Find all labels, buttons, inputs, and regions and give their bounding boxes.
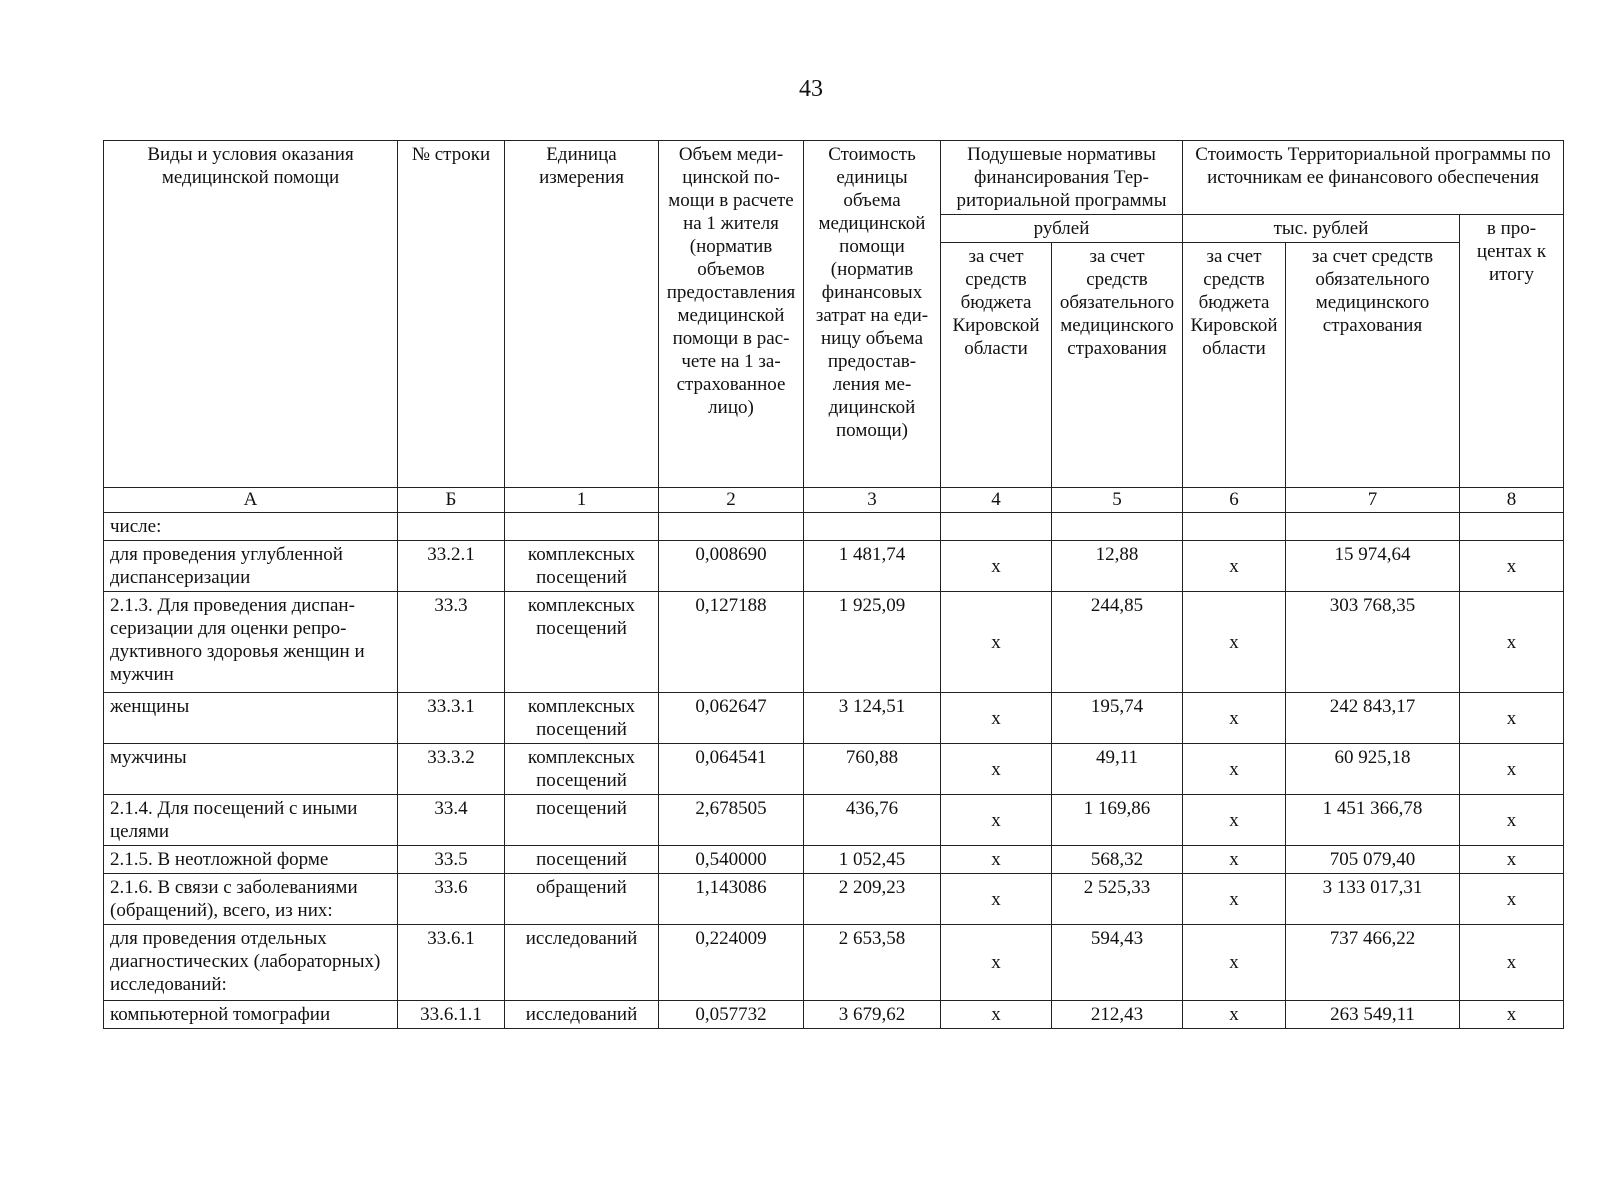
cell-volume: 0,057732 — [659, 1001, 804, 1029]
cell-pc-budget — [941, 513, 1052, 541]
column-index-row — [104, 488, 1564, 513]
cell-cost-oms: 737 466,22 — [1286, 925, 1460, 1001]
cell-cost-oms: 263 549,11 — [1286, 1001, 1460, 1029]
cell-unit-cost: 760,88 — [804, 744, 941, 795]
cell-unit: посещений — [505, 795, 659, 846]
column-index: 1 — [505, 488, 659, 513]
header-per-capita-budget: за счет средств бюджета Кировской области — [941, 243, 1052, 488]
cell-cost-budget: х — [1183, 744, 1286, 795]
cell-percent — [1460, 513, 1564, 541]
cell-unit-cost: 1 052,45 — [804, 846, 941, 874]
header-per-capita: Подушевые нормативы финансирования Территориальной программы — [941, 141, 1183, 215]
cell-unit — [505, 513, 659, 541]
cell-percent: х — [1460, 541, 1564, 592]
header-program-cost-budget: за счет средств бюджета Кировской области — [1183, 243, 1286, 488]
cell-pc-budget: х — [941, 693, 1052, 744]
cell-cost-budget: х — [1183, 846, 1286, 874]
header-program-cost-oms: за счет средств обязательного медицинского страхования — [1286, 243, 1460, 488]
table-row — [104, 874, 1564, 925]
table-row — [104, 541, 1564, 592]
table-row — [104, 592, 1564, 693]
cell-percent: х — [1460, 795, 1564, 846]
table-row — [104, 513, 1564, 541]
cell-unit: комплексных посещений — [505, 592, 659, 693]
cell-pc-budget: х — [941, 744, 1052, 795]
cell-unit: посещений — [505, 846, 659, 874]
cell-cost-budget: х — [1183, 795, 1286, 846]
cell-volume: 0,540000 — [659, 846, 804, 874]
cell-pc-oms: 2 525,33 — [1052, 874, 1183, 925]
column-index: 3 — [804, 488, 941, 513]
cell-volume: 2,678505 — [659, 795, 804, 846]
cell-cost-budget: х — [1183, 693, 1286, 744]
column-index: А — [104, 488, 398, 513]
cell-name: 2.1.3. Для проведения диспансеризации для оценки репродуктивного здоровья женщин и мужчин — [104, 592, 398, 693]
cell-percent: х — [1460, 925, 1564, 1001]
cell-row-no: 33.4 — [398, 795, 505, 846]
header-row-no: № строки — [398, 141, 505, 488]
header-per-capita-unit: рублей — [941, 215, 1183, 243]
cell-percent: х — [1460, 874, 1564, 925]
cell-cost-budget: х — [1183, 874, 1286, 925]
column-index: Б — [398, 488, 505, 513]
cell-unit-cost: 1 925,09 — [804, 592, 941, 693]
cell-percent: х — [1460, 744, 1564, 795]
cell-unit-cost: 2 209,23 — [804, 874, 941, 925]
cell-cost-budget: х — [1183, 925, 1286, 1001]
cell-pc-oms: 244,85 — [1052, 592, 1183, 693]
cell-name: женщины — [104, 693, 398, 744]
cell-pc-oms: 594,43 — [1052, 925, 1183, 1001]
program-cost-table — [103, 140, 1564, 1029]
header-unit: Единица измерения — [505, 141, 659, 488]
table-row — [104, 846, 1564, 874]
column-index: 4 — [941, 488, 1052, 513]
cell-pc-oms: 1 169,86 — [1052, 795, 1183, 846]
cell-row-no: 33.6.1 — [398, 925, 505, 1001]
cell-name: 2.1.4. Для посещений с иными целями — [104, 795, 398, 846]
cell-unit-cost — [804, 513, 941, 541]
cell-percent: х — [1460, 846, 1564, 874]
column-index: 6 — [1183, 488, 1286, 513]
cell-volume: 0,062647 — [659, 693, 804, 744]
table-row — [104, 925, 1564, 1001]
table-row — [104, 744, 1564, 795]
header-per-capita-oms: за счет средств обязательного медицинского страхования — [1052, 243, 1183, 488]
cell-volume — [659, 513, 804, 541]
cell-unit: обращений — [505, 874, 659, 925]
cell-row-no — [398, 513, 505, 541]
cell-name: компьютерной томографии — [104, 1001, 398, 1029]
cell-unit: исследований — [505, 925, 659, 1001]
cell-row-no: 33.6 — [398, 874, 505, 925]
cell-pc-budget: х — [941, 592, 1052, 693]
cell-cost-oms: 1 451 366,78 — [1286, 795, 1460, 846]
cell-pc-oms — [1052, 513, 1183, 541]
cell-cost-budget: х — [1183, 541, 1286, 592]
table-row — [104, 1001, 1564, 1029]
column-index: 8 — [1460, 488, 1564, 513]
cell-volume: 0,127188 — [659, 592, 804, 693]
cell-volume: 0,008690 — [659, 541, 804, 592]
cell-pc-budget: х — [941, 795, 1052, 846]
cell-volume: 0,064541 — [659, 744, 804, 795]
header-volume: Объем медицинской помощи в расчете на 1 жителя (норматив объемов предоставления медицинской помощи в расчете на 1 застрахованное лицо) — [659, 141, 804, 488]
cell-row-no: 33.2.1 — [398, 541, 505, 592]
cell-row-no: 33.6.1.1 — [398, 1001, 505, 1029]
cell-percent: х — [1460, 592, 1564, 693]
cell-pc-budget: х — [941, 925, 1052, 1001]
cell-cost-oms: 303 768,35 — [1286, 592, 1460, 693]
cell-unit: комплексных посещений — [505, 744, 659, 795]
header-program-cost-unit: тыс. рублей — [1183, 215, 1460, 243]
cell-cost-budget: х — [1183, 1001, 1286, 1029]
cell-volume: 0,224009 — [659, 925, 804, 1001]
cell-volume: 1,143086 — [659, 874, 804, 925]
cell-name: для проведения отдельных диагностических (лабораторных) исследований: — [104, 925, 398, 1001]
cell-pc-budget: х — [941, 541, 1052, 592]
cell-pc-oms: 568,32 — [1052, 846, 1183, 874]
cell-unit-cost: 3 679,62 — [804, 1001, 941, 1029]
cell-row-no: 33.3 — [398, 592, 505, 693]
column-index: 5 — [1052, 488, 1183, 513]
column-index: 7 — [1286, 488, 1460, 513]
header-program-cost-percent: в процентах к итогу — [1460, 215, 1564, 488]
cell-unit: комплексных посещений — [505, 693, 659, 744]
cell-row-no: 33.5 — [398, 846, 505, 874]
cell-unit-cost: 3 124,51 — [804, 693, 941, 744]
table-row — [104, 693, 1564, 744]
cell-name: 2.1.5. В неотложной форме — [104, 846, 398, 874]
header-kind: Виды и условия оказания медицинской помощи — [104, 141, 398, 488]
cell-unit: исследований — [505, 1001, 659, 1029]
cell-cost-oms — [1286, 513, 1460, 541]
cell-pc-oms: 49,11 — [1052, 744, 1183, 795]
table-row — [104, 795, 1564, 846]
cell-row-no: 33.3.1 — [398, 693, 505, 744]
header-unit-cost: Стоимость единицы объема медицинской помощи (норматив финансовых затрат на единицу объема предоставления медицинской помощи) — [804, 141, 941, 488]
cell-unit-cost: 1 481,74 — [804, 541, 941, 592]
cell-cost-budget: х — [1183, 592, 1286, 693]
cell-cost-oms: 242 843,17 — [1286, 693, 1460, 744]
cell-pc-budget: х — [941, 874, 1052, 925]
cell-percent: х — [1460, 1001, 1564, 1029]
page-number: 43 — [799, 76, 823, 102]
cell-row-no: 33.3.2 — [398, 744, 505, 795]
cell-pc-oms: 212,43 — [1052, 1001, 1183, 1029]
cell-cost-oms: 60 925,18 — [1286, 744, 1460, 795]
table-body — [104, 513, 1564, 1029]
cell-name: мужчины — [104, 744, 398, 795]
column-index: 2 — [659, 488, 804, 513]
cell-name: числе: — [104, 513, 398, 541]
cell-cost-budget — [1183, 513, 1286, 541]
cell-unit: комплексных посещений — [505, 541, 659, 592]
cell-pc-oms: 12,88 — [1052, 541, 1183, 592]
cell-unit-cost: 436,76 — [804, 795, 941, 846]
header-program-cost: Стоимость Территориальной программы по источникам ее финансового обеспечения — [1183, 141, 1564, 215]
cell-cost-oms: 15 974,64 — [1286, 541, 1460, 592]
cell-cost-oms: 705 079,40 — [1286, 846, 1460, 874]
cell-percent: х — [1460, 693, 1564, 744]
cell-unit-cost: 2 653,58 — [804, 925, 941, 1001]
cell-name: для проведения углубленной диспансеризации — [104, 541, 398, 592]
cell-cost-oms: 3 133 017,31 — [1286, 874, 1460, 925]
cell-pc-budget: х — [941, 1001, 1052, 1029]
cell-pc-oms: 195,74 — [1052, 693, 1183, 744]
cell-name: 2.1.6. В связи с заболеваниями (обращений), всего, из них: — [104, 874, 398, 925]
table-header — [104, 141, 1564, 513]
cell-pc-budget: х — [941, 846, 1052, 874]
